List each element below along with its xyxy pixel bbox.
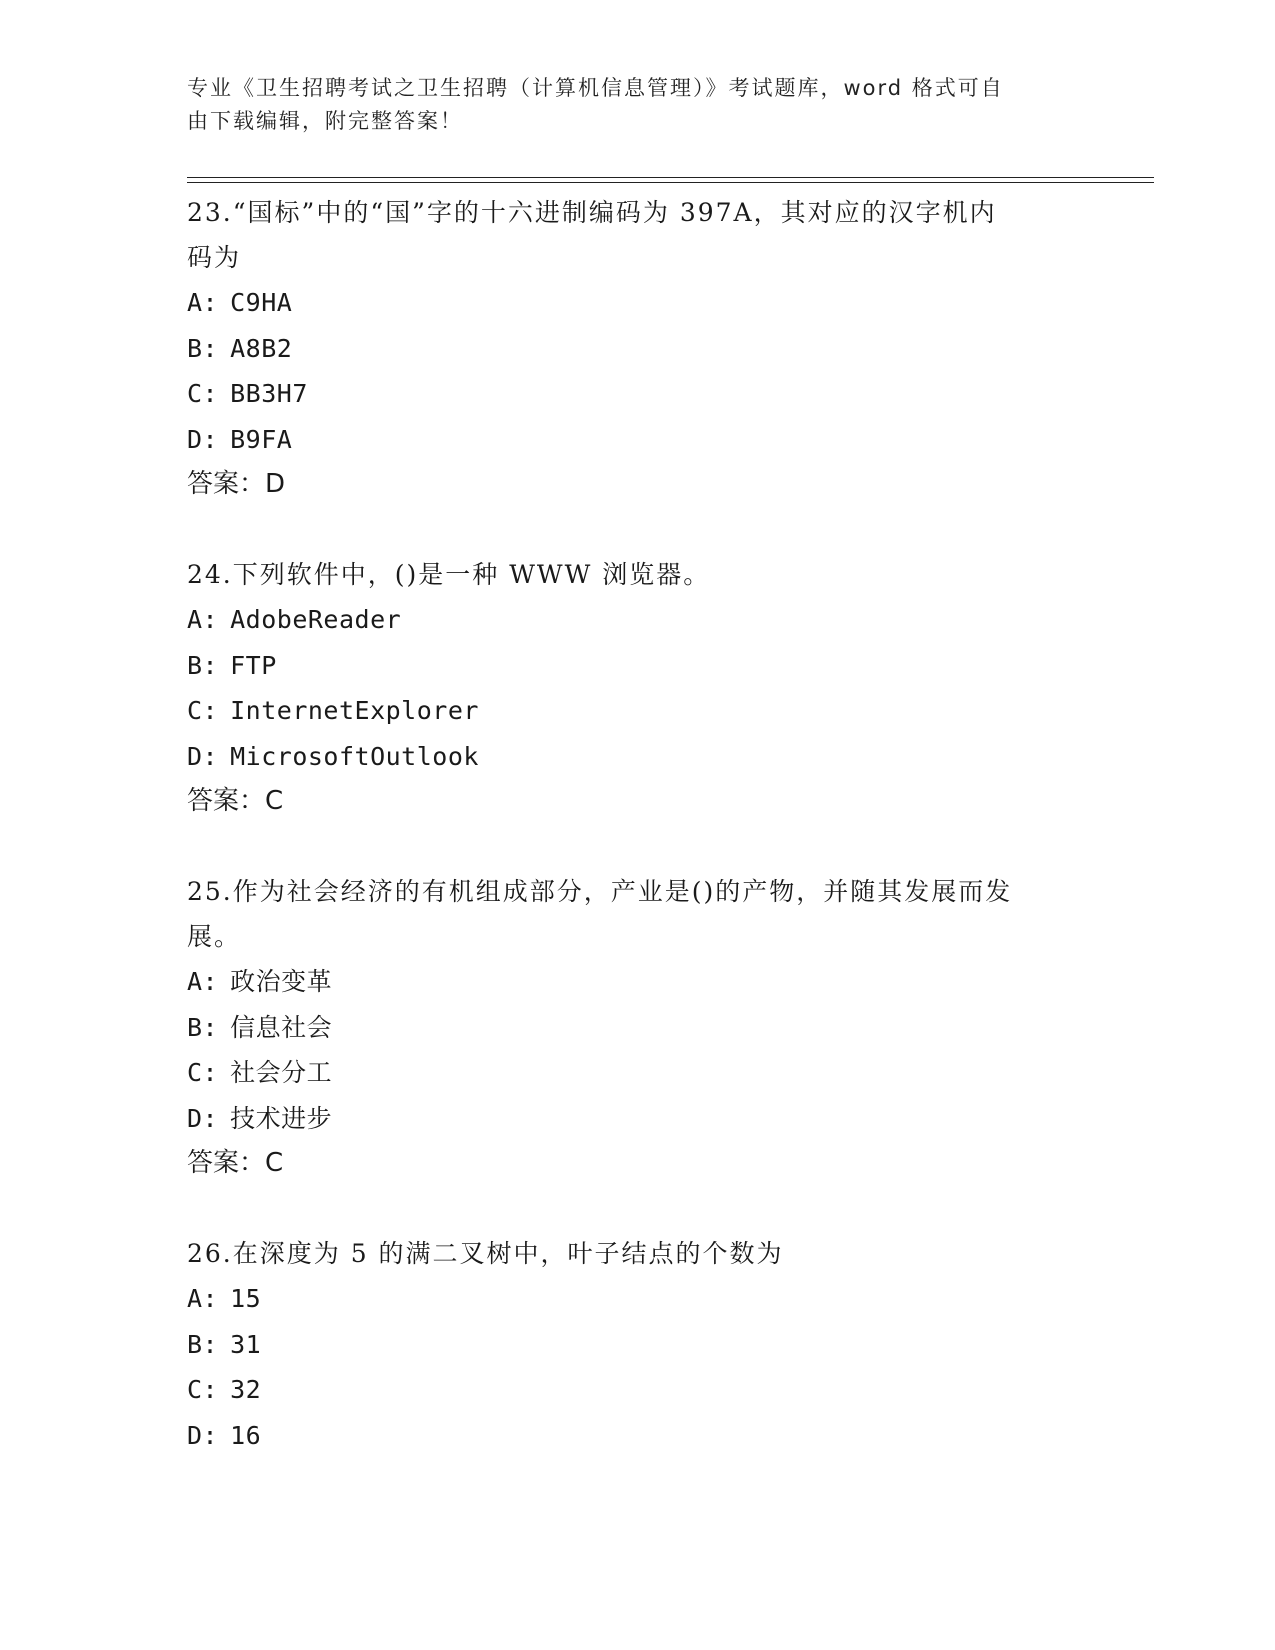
question-stem: [187, 552, 1087, 597]
option-letter: B:: [187, 650, 219, 680]
question-stem-line: 展。: [187, 922, 242, 951]
question-stem: [187, 869, 1087, 959]
option-text: 31: [230, 1329, 262, 1359]
option-letter: B:: [187, 333, 219, 363]
header-line-1: 专业《卫生招聘考试之卫生招聘（计算机信息管理）》考试题库，word 格式可自: [187, 76, 1004, 100]
option-letter: B:: [187, 1329, 219, 1359]
question-24: [187, 552, 1087, 823]
option-b: [187, 643, 1087, 689]
option-letter: C:: [187, 696, 219, 725]
option-text: FTP: [230, 650, 277, 680]
option-d: [187, 734, 1087, 780]
question-stem-line: 码为: [187, 243, 242, 272]
question-spacer: [187, 823, 1087, 869]
option-letter: A:: [187, 967, 219, 996]
option-letter: C:: [187, 379, 219, 408]
question-25: [187, 869, 1087, 1185]
option-text: MicrosoftOutlook: [230, 741, 479, 771]
option-letter: D:: [187, 1103, 219, 1133]
question-23: [187, 190, 1087, 506]
option-letter: A:: [187, 605, 219, 634]
option-text: InternetExplorer: [230, 696, 479, 725]
question-list: [187, 190, 1087, 1458]
option-text: 社会分工: [230, 1058, 333, 1087]
option-b: [187, 326, 1087, 372]
question-stem-line: 26.在深度为 5 的满二叉树中，叶子结点的个数为: [187, 1239, 784, 1268]
question-stem: [187, 1231, 1087, 1276]
question-stem-line: 24.下列软件中，()是一种 WWW 浏览器。: [187, 560, 711, 589]
option-text: B9FA: [230, 424, 293, 454]
option-text: 15: [230, 1284, 262, 1313]
option-c: [187, 688, 1087, 734]
option-c: [187, 1367, 1087, 1413]
option-letter: B:: [187, 1012, 219, 1042]
question-spacer: [187, 1185, 1087, 1231]
option-a: [187, 280, 1087, 326]
option-c: [187, 1050, 1087, 1096]
header-line-2: 由下载编辑，附完整答案！: [187, 109, 463, 133]
header-divider-bottom: [187, 182, 1154, 183]
option-d: [187, 417, 1087, 463]
answer-label: 答案：C: [187, 786, 284, 816]
answer-label: 答案：D: [187, 469, 286, 499]
option-text: 信息社会: [230, 1012, 333, 1042]
option-letter: C:: [187, 1058, 219, 1087]
question-26: [187, 1231, 1087, 1458]
question-spacer: [187, 506, 1087, 552]
question-stem-line: 25.作为社会经济的有机组成部分，产业是()的产物，并随其发展而发: [187, 877, 1013, 906]
option-text: 政治变革: [230, 967, 333, 996]
option-letter: C:: [187, 1375, 219, 1404]
option-text: BB3H7: [230, 379, 308, 408]
question-stem-line: 23.“国标”中的“国”字的十六进制编码为 397A，其对应的汉字机内: [187, 198, 997, 227]
document-header: [187, 72, 1077, 138]
option-d: [187, 1096, 1087, 1142]
option-c: [187, 371, 1087, 417]
answer-label: 答案：C: [187, 1148, 284, 1178]
option-a: [187, 959, 1087, 1005]
option-letter: D:: [187, 424, 219, 454]
option-b: [187, 1322, 1087, 1368]
question-stem: [187, 190, 1087, 280]
option-letter: A:: [187, 288, 219, 317]
option-text: 32: [230, 1375, 262, 1404]
option-a: [187, 597, 1087, 643]
option-letter: D:: [187, 741, 219, 771]
option-letter: A:: [187, 1284, 219, 1313]
option-text: AdobeReader: [230, 605, 402, 634]
option-b: [187, 1005, 1087, 1051]
option-d: [187, 1413, 1087, 1459]
option-text: 16: [230, 1420, 262, 1450]
option-a: [187, 1276, 1087, 1322]
header-divider-top: [187, 177, 1154, 178]
option-letter: D:: [187, 1420, 219, 1450]
option-text: 技术进步: [230, 1103, 333, 1133]
option-text: C9HA: [230, 288, 293, 317]
option-text: A8B2: [230, 333, 293, 363]
